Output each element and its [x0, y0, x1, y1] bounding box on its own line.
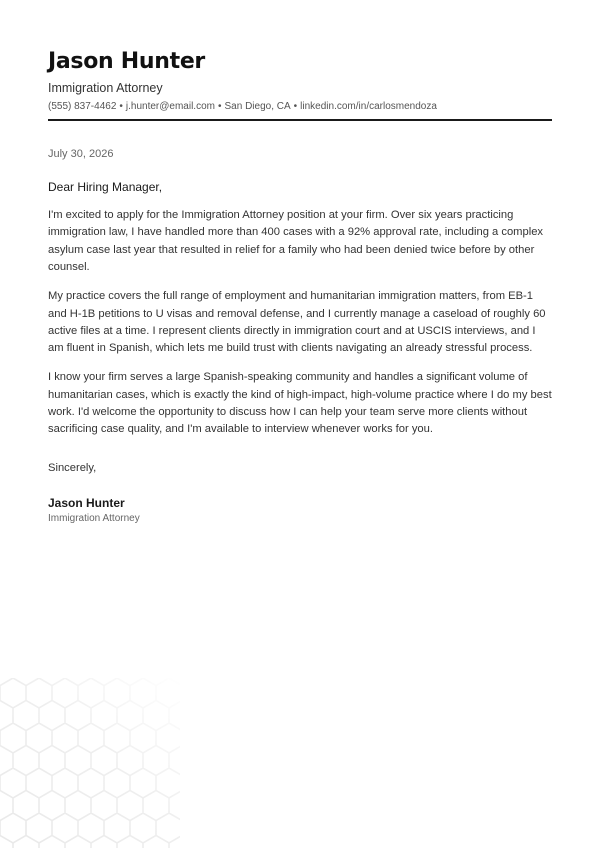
contact-separator: •	[119, 101, 123, 112]
signature-name: Jason Hunter	[48, 496, 125, 510]
closing: Sincerely,	[48, 462, 97, 474]
body-paragraph: My practice covers the full range of employment and humanitarian immigration matters, from EB-1 and H-1B petitions to U visas and removal defense, and I currently manage a caseload of roughly 60 active files at a time. I represent clients directly in immigration court and at USCIS interviews, and I am fluent in Spanish, which lets me build trust with clients navigating an already stressful process.	[48, 290, 546, 355]
contact-separator: •	[217, 101, 222, 112]
hexagon-pattern-decoration	[0, 678, 180, 848]
applicant-name: Jason Hunter	[48, 49, 205, 74]
body-paragraph: I know your firm serves a large Spanish-speaking community and handles a significant volume of humanitarian cases, which is exactly the kind of high-impact, high-volume practice where I do my best work. I'd welcome the opportunity to discuss how I can help your team serve more clients without sacrificing case quality, and I'm available to interview whenever works for you.	[48, 371, 552, 436]
signature-title: Immigration Attorney	[48, 513, 140, 524]
header-divider	[48, 119, 552, 121]
contact-phone: (555) 837-4462	[48, 101, 117, 112]
letter-header	[48, 48, 552, 113]
letter-body	[48, 207, 554, 450]
contact-separator: •	[293, 101, 298, 112]
salutation: Dear Hiring Manager,	[48, 180, 163, 194]
body-paragraph: I'm excited to apply for the Immigration Attorney position at your firm. Over six years practicing immigration law, I have handled more than 400 cases with a 92% approval rate, including a complex asylum case last year that resulted in relief for a family who had been denied twice before by other counsel.	[48, 209, 544, 274]
contact-line	[48, 100, 552, 113]
contact-linkedin: linkedin.com/in/carlosmendoza	[300, 101, 437, 112]
contact-email: j.hunter@email.com	[125, 101, 215, 112]
letter-date: July 30, 2026	[48, 148, 114, 160]
applicant-title: Immigration Attorney	[48, 81, 163, 95]
contact-location: San Diego, CA	[224, 101, 291, 112]
